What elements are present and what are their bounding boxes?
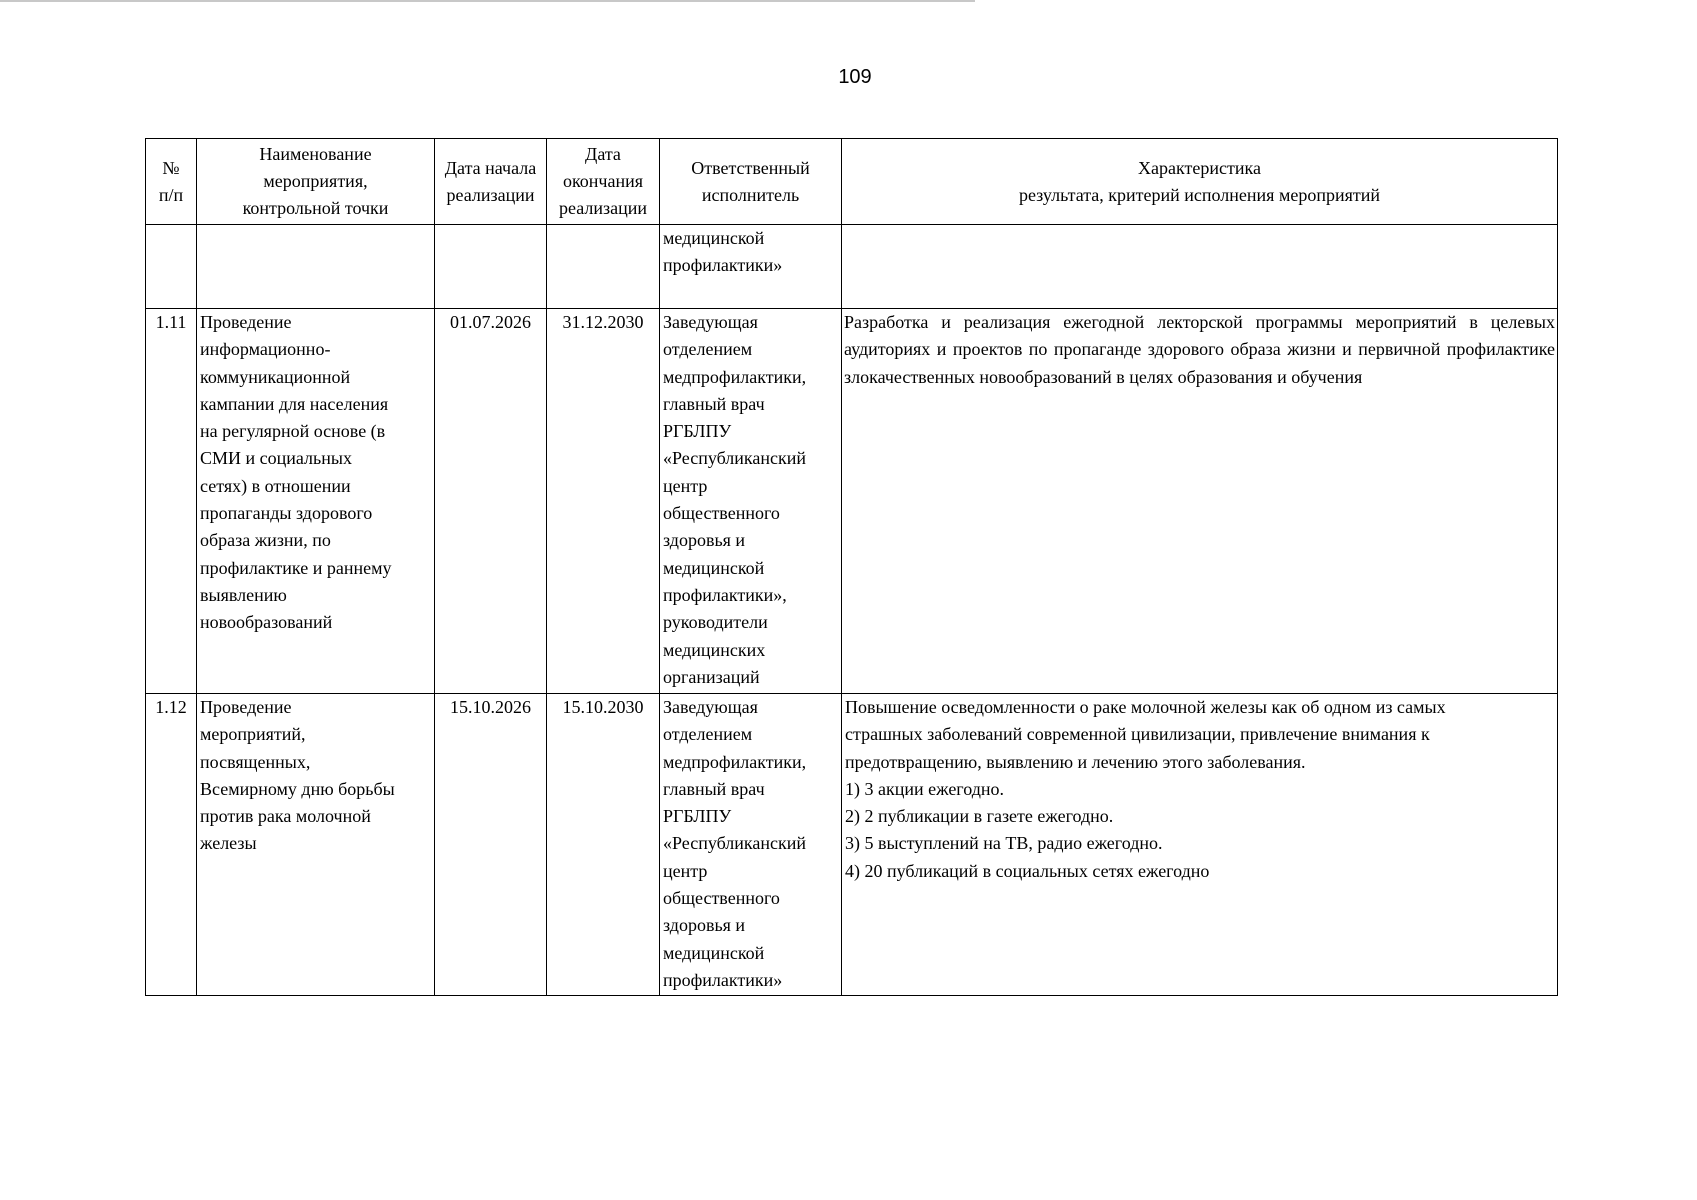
header-end-date: Дата окончания реализации	[547, 139, 660, 225]
header-executor: Ответственный исполнитель	[660, 139, 842, 225]
header-result: Характеристика результата, критерий исполнения мероприятий	[842, 139, 1558, 225]
row-executor: Заведующая отделением медпрофилактики, главный врач РГБЛПУ «Республиканский центр общественного здоровья и медицинской профилактики»	[660, 694, 842, 996]
table-row	[146, 225, 1558, 309]
row-result	[842, 225, 1558, 309]
table-row	[146, 694, 1558, 996]
row-activity-name: Проведение информационно- коммуникационной кампании для населения на регулярной основе (в СМИ и социальных сетях) в отношении пропаганды здорового образа жизни, по профилактике и раннему выявлению новообразований	[197, 309, 435, 694]
row-executor: медицинской профилактики»	[660, 225, 842, 309]
row-start-date: 15.10.2026	[435, 694, 547, 996]
row-end-date: 31.12.2030	[547, 309, 660, 694]
row-result: Повышение осведомленности о раке молочной железы как об одном из самых страшных заболеваний современной цивилизации, привлечение внимания к предотвращению, выявлению и лечению этого заболевания. 1) 3 акции ежегодно. 2) 2 публикации в газете ежегодно. 3) 5 выступлений на ТВ, радио ежегодно. 4) 20 публикаций в социальных сетях ежегодно	[842, 694, 1558, 996]
row-activity-name	[197, 225, 435, 309]
row-end-date: 15.10.2030	[547, 694, 660, 996]
row-result: Разработка и реализация ежегодной лекторской программы мероприятий в целевых аудиториях и проектов по пропаганде здорового образа жизни и первичной профилактике злокачественных новообразований в целях образования и обучения	[842, 309, 1558, 694]
row-number: 1.11	[146, 309, 197, 694]
header-number: № п/п	[146, 139, 197, 225]
row-number: 1.12	[146, 694, 197, 996]
row-start-date	[435, 225, 547, 309]
page-number: 109	[838, 66, 872, 88]
header-start-date: Дата начала реализации	[435, 139, 547, 225]
row-number	[146, 225, 197, 309]
table-row	[146, 309, 1558, 694]
header-activity-name: Наименование мероприятия, контрольной точки	[197, 139, 435, 225]
row-start-date: 01.07.2026	[435, 309, 547, 694]
row-executor: Заведующая отделением медпрофилактики, главный врач РГБЛПУ «Республиканский центр общественного здоровья и медицинской профилактики», руководители медицинских организаций	[660, 309, 842, 694]
row-end-date	[547, 225, 660, 309]
activities-table	[145, 138, 1558, 996]
top-scan-rule	[0, 0, 975, 2]
table-header-row	[146, 139, 1558, 225]
row-activity-name: Проведение мероприятий, посвященных, Всемирному дню борьбы против рака молочной железы	[197, 694, 435, 996]
